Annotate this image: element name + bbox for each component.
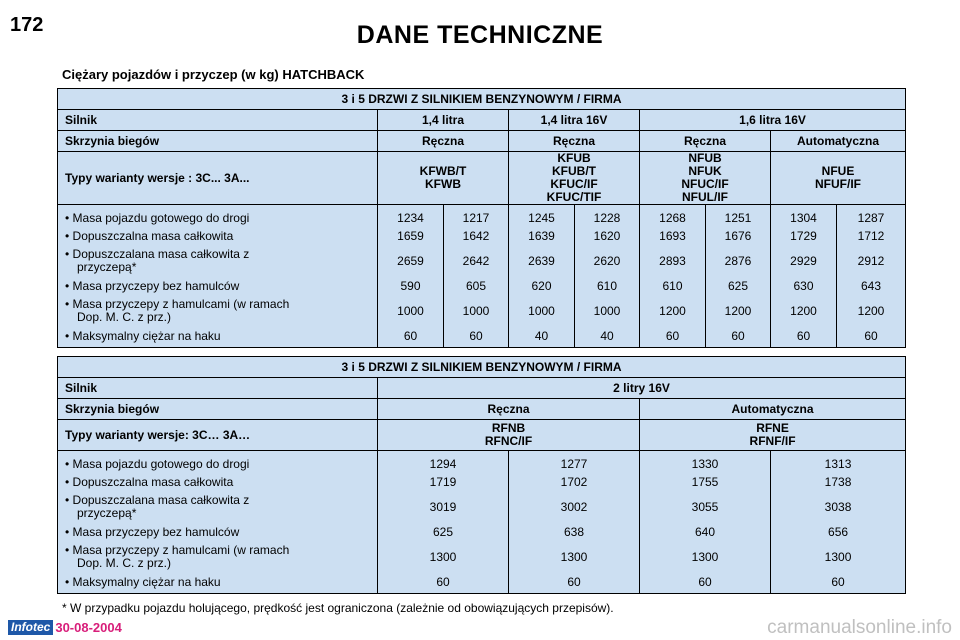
type-code: NFUE (821, 164, 855, 178)
value-cell: 1712 (837, 227, 906, 245)
type-code: RFNF/IF (749, 434, 796, 448)
value-cell: 1245 (509, 205, 575, 228)
value-cell: 1228 (575, 205, 640, 228)
engine-header-cell: 2 litry 16V (378, 378, 906, 399)
value-cell: 60 (509, 573, 640, 594)
value-cell: 1755 (640, 473, 771, 491)
value-cell: 1702 (509, 473, 640, 491)
value-cell: 1000 (509, 295, 575, 327)
type-code: NFUL/IF (682, 190, 728, 204)
value-cell: 60 (771, 327, 837, 348)
engine-header-cell: 1,6 litra 16V (640, 110, 906, 131)
value-cell: 638 (509, 523, 640, 541)
row-label: • Maksymalny ciężar na haku (58, 573, 378, 594)
value-cell: 1300 (640, 541, 771, 573)
value-cell: 610 (640, 277, 706, 295)
table-row (58, 473, 906, 491)
value-cell: 1719 (378, 473, 509, 491)
row-label: • Dopuszczalna masa całkowita (58, 473, 378, 491)
value-cell: 1200 (706, 295, 771, 327)
table-row (58, 573, 906, 594)
value-cell: 2912 (837, 245, 906, 277)
value-cell: 60 (706, 327, 771, 348)
table-row (58, 227, 906, 245)
row-label: • Masa pojazdu gotowego do drogi (58, 205, 378, 228)
value-cell: 40 (509, 327, 575, 348)
value-cell: 2620 (575, 245, 640, 277)
type-code: KFWB/T (419, 164, 467, 178)
value-cell: 1300 (378, 541, 509, 573)
value-cell: 60 (640, 573, 771, 594)
type-code: KFUB/T (552, 164, 596, 178)
table-row (58, 277, 906, 295)
type-code: RFNE (756, 421, 789, 435)
value-cell: 1620 (575, 227, 640, 245)
type-code: KFUC/TIF (546, 190, 602, 204)
row-label: • Dopuszczalana masa całkowita z przyczepą* (58, 491, 378, 523)
value-cell: 1659 (378, 227, 444, 245)
type-code: KFWB (425, 177, 461, 191)
type-code: KFUB (557, 151, 591, 165)
engine-header-cell: 1,4 litra 16V (509, 110, 640, 131)
value-cell: 2893 (640, 245, 706, 277)
value-cell: 625 (706, 277, 771, 295)
value-cell: 1304 (771, 205, 837, 228)
gearbox-header-cell: Ręczna (509, 131, 640, 152)
value-cell: 3019 (378, 491, 509, 523)
engine-label: Silnik (58, 110, 378, 131)
value-cell: 2642 (444, 245, 509, 277)
type-code: NFUB (688, 151, 722, 165)
row-label: • Masa przyczepy z hamulcami (w ramach Dop. M. C. z prz.) (58, 541, 378, 573)
value-cell: 1287 (837, 205, 906, 228)
table-row (58, 295, 906, 327)
row-label: • Dopuszczalna masa całkowita (58, 227, 378, 245)
table-row (58, 523, 906, 541)
gearbox-label: Skrzynia biegów (58, 131, 378, 152)
gearbox-header-cell: Ręczna (640, 131, 771, 152)
gearbox-header-cell: Automatyczna (771, 131, 906, 152)
type-codes-cell (771, 152, 906, 205)
footer (8, 619, 122, 635)
value-cell: 643 (837, 277, 906, 295)
type-code: NFUC/IF (681, 177, 729, 191)
table-row (58, 327, 906, 348)
row-label: • Masa przyczepy bez hamulców (58, 523, 378, 541)
value-cell: 1676 (706, 227, 771, 245)
value-cell: 3002 (509, 491, 640, 523)
gearbox-header-cell: Ręczna (378, 131, 509, 152)
value-cell: 60 (837, 327, 906, 348)
value-cell: 3055 (640, 491, 771, 523)
watermark: carmanualsonline.info (767, 617, 952, 638)
value-cell: 1330 (640, 451, 771, 474)
weights-table-petrol-14-16 (57, 88, 906, 348)
engine-header-cell: 1,4 litra (378, 110, 509, 131)
value-cell: 1294 (378, 451, 509, 474)
value-cell: 2929 (771, 245, 837, 277)
row-label: • Masa przyczepy bez hamulców (58, 277, 378, 295)
value-cell: 3038 (771, 491, 906, 523)
value-cell: 60 (444, 327, 509, 348)
table-row (58, 541, 906, 573)
value-cell: 1234 (378, 205, 444, 228)
type-code: RFNB (491, 421, 526, 435)
value-cell: 620 (509, 277, 575, 295)
gearbox-label: Skrzynia biegów (58, 399, 378, 420)
footnote: * W przypadku pojazdu holującego, prędkość jest ograniczona (zależnie od obowiązujących przepisów). (62, 601, 614, 615)
row-label: • Dopuszczalana masa całkowita z przyczepą* (58, 245, 378, 277)
value-cell: 1217 (444, 205, 509, 228)
type-code: NFUK (688, 164, 722, 178)
table-row (58, 245, 906, 277)
value-cell: 60 (640, 327, 706, 348)
value-cell: 60 (378, 327, 444, 348)
row-label: • Masa pojazdu gotowego do drogi (58, 451, 378, 474)
row-label: • Maksymalny ciężar na haku (58, 327, 378, 348)
table-title: 3 i 5 DRZWI Z SILNIKIEM BENZYNOWYM / FIRMA (58, 89, 906, 110)
value-cell: 625 (378, 523, 509, 541)
types-label: Typy warianty wersje : 3C... 3A... (58, 152, 378, 205)
value-cell: 656 (771, 523, 906, 541)
gearbox-header-cell: Automatyczna (640, 399, 906, 420)
value-cell: 1200 (837, 295, 906, 327)
table-row (58, 451, 906, 474)
engine-label: Silnik (58, 378, 378, 399)
value-cell: 640 (640, 523, 771, 541)
type-codes-cell (378, 420, 640, 451)
value-cell: 630 (771, 277, 837, 295)
table-title: 3 i 5 DRZWI Z SILNIKIEM BENZYNOWYM / FIRMA (58, 357, 906, 378)
value-cell: 1268 (640, 205, 706, 228)
value-cell: 2659 (378, 245, 444, 277)
page-number: 172 (10, 14, 44, 36)
type-code: RFNC/IF (484, 434, 533, 448)
type-codes-cell (640, 420, 906, 451)
table-row (58, 491, 906, 523)
value-cell: 1642 (444, 227, 509, 245)
gearbox-header-cell: Ręczna (378, 399, 640, 420)
infotec-logo: Infotec (8, 620, 53, 635)
value-cell: 1313 (771, 451, 906, 474)
value-cell: 1300 (771, 541, 906, 573)
value-cell: 1729 (771, 227, 837, 245)
value-cell: 1200 (771, 295, 837, 327)
row-label: • Masa przyczepy z hamulcami (w ramach Dop. M. C. z prz.) (58, 295, 378, 327)
value-cell: 60 (771, 573, 906, 594)
value-cell: 1000 (444, 295, 509, 327)
weights-table-petrol-20 (57, 356, 906, 594)
type-codes-cell (509, 152, 640, 205)
page-title: DANE TECHNICZNE (356, 21, 604, 49)
type-code: NFUF/IF (815, 177, 862, 191)
section-subtitle: Ciężary pojazdów i przyczep (w kg) HATCHBACK (62, 67, 365, 82)
value-cell: 1000 (575, 295, 640, 327)
value-cell: 1693 (640, 227, 706, 245)
value-cell: 610 (575, 277, 640, 295)
type-codes-cell (640, 152, 771, 205)
value-cell: 1738 (771, 473, 906, 491)
value-cell: 1251 (706, 205, 771, 228)
table-row (58, 205, 906, 228)
value-cell: 590 (378, 277, 444, 295)
value-cell: 1000 (378, 295, 444, 327)
type-codes-cell (378, 152, 509, 205)
value-cell: 1200 (640, 295, 706, 327)
value-cell: 1277 (509, 451, 640, 474)
value-cell: 2876 (706, 245, 771, 277)
types-label: Typy warianty wersje: 3C… 3A… (58, 420, 378, 451)
value-cell: 1639 (509, 227, 575, 245)
type-code: KFUC/IF (550, 177, 598, 191)
value-cell: 60 (378, 573, 509, 594)
value-cell: 40 (575, 327, 640, 348)
value-cell: 1300 (509, 541, 640, 573)
value-cell: 2639 (509, 245, 575, 277)
value-cell: 605 (444, 277, 509, 295)
print-date: 30-08-2004 (55, 619, 122, 635)
